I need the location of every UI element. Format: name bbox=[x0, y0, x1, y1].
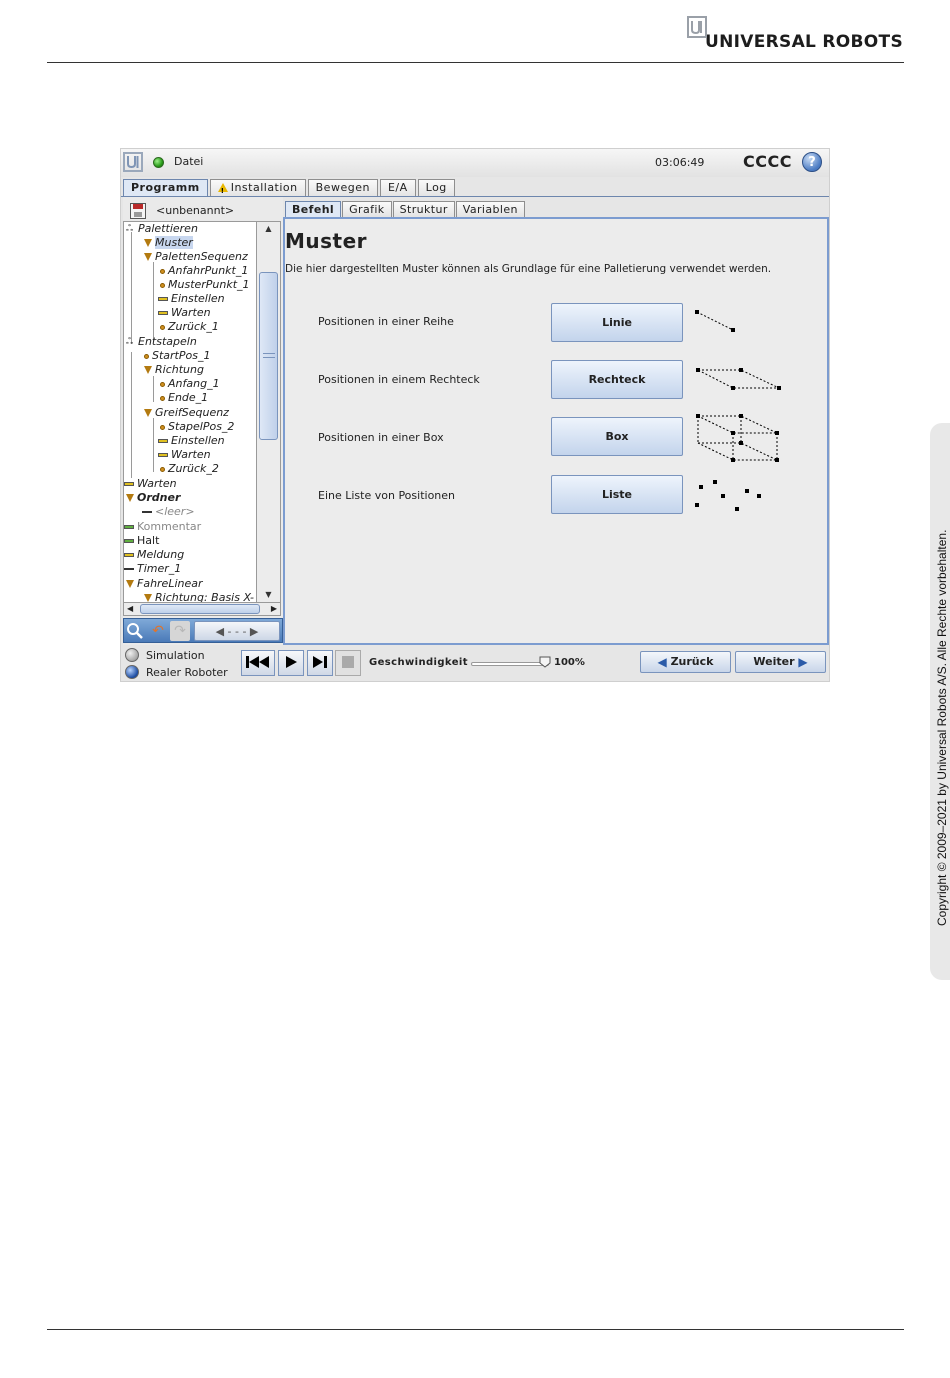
status-ok-icon bbox=[153, 157, 164, 168]
tab-befehl[interactable]: Befehl bbox=[285, 201, 341, 217]
wait-icon bbox=[158, 311, 168, 315]
bottom-bar bbox=[121, 647, 830, 682]
play-button[interactable] bbox=[278, 650, 304, 676]
speed-label: Geschwindigkeit bbox=[369, 657, 468, 668]
folder-triangle-icon bbox=[144, 594, 152, 602]
ur-logo-icon bbox=[123, 152, 143, 172]
robot-name: CCCC bbox=[743, 152, 792, 171]
folder-triangle-icon bbox=[144, 239, 152, 247]
undo-icon[interactable]: ↶ bbox=[152, 623, 164, 639]
stop-button[interactable] bbox=[335, 650, 361, 676]
step-button[interactable] bbox=[307, 650, 333, 676]
tree-toolbar bbox=[123, 618, 283, 643]
wait-icon bbox=[124, 482, 134, 486]
speed-value: 100% bbox=[554, 657, 585, 668]
folder-triangle-icon bbox=[144, 253, 152, 261]
simulation-option[interactable] bbox=[125, 648, 205, 662]
row-label-reihe: Positionen in einer Reihe bbox=[318, 315, 454, 328]
ur-logo-icon bbox=[687, 16, 707, 38]
tab-installation-label: Installation bbox=[230, 181, 298, 194]
polyscope-window bbox=[120, 148, 830, 682]
tree-node-kommentar[interactable]: Kommentar bbox=[124, 520, 201, 534]
scroll-down-icon[interactable]: ▼ bbox=[265, 590, 272, 599]
scroll-right-icon[interactable]: ▶ bbox=[270, 604, 277, 613]
folder-triangle-icon bbox=[144, 409, 152, 417]
page-title: Muster bbox=[285, 229, 368, 253]
scroll-up-icon[interactable]: ▲ bbox=[265, 224, 272, 233]
back-button[interactable] bbox=[640, 651, 731, 673]
empty-icon bbox=[142, 511, 152, 513]
tree-node-einstellen[interactable]: Einstellen bbox=[158, 292, 225, 306]
comment-icon bbox=[124, 525, 134, 529]
wait-icon bbox=[158, 453, 168, 457]
tree-node-richtung[interactable]: Richtung bbox=[144, 363, 204, 377]
footer-rule bbox=[47, 1329, 904, 1330]
tree-node-muster[interactable]: Muster bbox=[144, 236, 193, 250]
speed-slider[interactable] bbox=[471, 662, 549, 666]
page-description: Die hier dargestellten Muster können als Grundlage für eine Palletierung verwendet werden. bbox=[285, 263, 772, 275]
back-label: Zurück bbox=[670, 655, 714, 668]
box-button[interactable]: Box bbox=[551, 417, 683, 456]
tree-node-warten[interactable]: Warten bbox=[158, 306, 211, 320]
popup-icon bbox=[124, 553, 134, 557]
help-icon[interactable]: ? bbox=[802, 152, 822, 172]
tree-node-einstellen-2[interactable]: Einstellen bbox=[158, 434, 225, 448]
tree-node-warten-2[interactable]: Warten bbox=[158, 448, 211, 462]
pallet-icon: ஃ bbox=[126, 223, 134, 234]
tree-vertical-scrollbar[interactable] bbox=[257, 221, 281, 603]
tree-node-musterpunkt[interactable]: MusterPunkt_1 bbox=[160, 278, 250, 292]
tree-node-richtung-basis[interactable]: Richtung: Basis X- bbox=[144, 591, 254, 603]
waypoint-icon bbox=[160, 283, 165, 288]
linie-button[interactable]: Linie bbox=[551, 303, 683, 342]
tree-node-leer[interactable]: <leer> bbox=[142, 505, 195, 519]
tree-node-timer[interactable]: Timer_1 bbox=[124, 562, 181, 576]
tree-horizontal-scrollbar[interactable] bbox=[123, 603, 281, 616]
waypoint-icon bbox=[144, 354, 149, 359]
program-panel bbox=[123, 197, 283, 645]
row-label-liste: Eine Liste von Positionen bbox=[318, 489, 456, 502]
header-rule bbox=[47, 62, 904, 63]
main-tabs bbox=[123, 179, 455, 197]
tree-node-fahrelinear[interactable]: FahreLinear bbox=[126, 577, 203, 591]
scroll-left-icon[interactable]: ◀ bbox=[127, 604, 134, 613]
tree-node-palettensequenz[interactable]: PalettenSequenz bbox=[144, 250, 248, 264]
tree-node-halt[interactable]: Halt bbox=[124, 534, 159, 548]
arrow-right-icon: ▶ bbox=[798, 655, 808, 669]
tab-grafik[interactable]: Grafik bbox=[342, 201, 392, 217]
next-label: Weiter bbox=[753, 655, 795, 668]
arrow-left-icon: ◀ bbox=[657, 655, 667, 669]
tree-line bbox=[131, 352, 132, 478]
scroll-thumb[interactable] bbox=[259, 272, 278, 440]
tree-node-zurueck-1[interactable]: Zurück_1 bbox=[160, 320, 219, 334]
rectangle-pattern-icon bbox=[695, 365, 795, 395]
waypoint-icon bbox=[160, 325, 165, 330]
list-pattern-icon bbox=[695, 477, 775, 517]
copyright-notice: Copyright © 2009–2021 by Universal Robots A/S. Alle Rechte vorbehalten. bbox=[935, 529, 949, 926]
tab-struktur[interactable]: Struktur bbox=[393, 201, 455, 217]
tree-node-entstapeln[interactable]: ஃ Entstapeln bbox=[126, 335, 197, 348]
tree-node-meldung[interactable]: Meldung bbox=[124, 548, 184, 562]
program-name: <unbenannt> bbox=[156, 204, 235, 217]
tree-node-stapelpos[interactable]: StapelPos_2 bbox=[160, 420, 234, 434]
next-button[interactable] bbox=[735, 651, 826, 673]
tree-node-zurueck-2[interactable]: Zurück_2 bbox=[160, 462, 219, 476]
tree-node-greifsequenz[interactable]: GreifSequenz bbox=[144, 406, 229, 420]
line-pattern-icon bbox=[695, 307, 785, 337]
tree-line bbox=[131, 232, 132, 344]
waypoint-icon bbox=[160, 269, 165, 274]
speed-slider-thumb[interactable] bbox=[539, 656, 551, 668]
top-bar bbox=[121, 149, 830, 177]
set-icon bbox=[158, 439, 168, 443]
liste-button[interactable]: Liste bbox=[551, 475, 683, 514]
simulation-label: Simulation bbox=[146, 648, 205, 662]
real-robot-option[interactable] bbox=[125, 665, 228, 679]
set-icon bbox=[158, 297, 168, 301]
tree-node-palettieren[interactable]: ஃ Palettieren bbox=[126, 222, 198, 235]
file-menu[interactable]: Datei bbox=[174, 155, 204, 168]
brand-name: UNIVERSAL ROBOTS bbox=[705, 32, 903, 52]
tree-node-anfang[interactable]: Anfang_1 bbox=[160, 377, 220, 391]
tab-installation[interactable] bbox=[210, 179, 306, 196]
timer-icon bbox=[124, 568, 134, 570]
tree-node-warten-3[interactable]: Warten bbox=[124, 477, 177, 491]
waypoint-icon bbox=[160, 467, 165, 472]
tree-node-startpos[interactable]: StartPos_1 bbox=[144, 349, 210, 363]
tab-programm[interactable]: Programm bbox=[123, 179, 208, 196]
tree-line bbox=[153, 418, 154, 472]
pallet-icon: ஃ bbox=[126, 336, 134, 347]
tree-node-ordner[interactable]: Ordner bbox=[126, 491, 180, 505]
tree-node-ende[interactable]: Ende_1 bbox=[160, 391, 208, 405]
folder-triangle-icon bbox=[126, 580, 134, 588]
tree-line bbox=[153, 376, 154, 402]
tab-ea[interactable]: E/A bbox=[380, 179, 416, 196]
rewind-button[interactable] bbox=[241, 650, 275, 676]
grip-icon bbox=[263, 353, 275, 358]
warning-icon bbox=[218, 183, 228, 192]
folder-triangle-icon bbox=[126, 494, 134, 502]
waypoint-icon bbox=[160, 382, 165, 387]
command-panel bbox=[283, 217, 829, 645]
program-tree[interactable] bbox=[123, 221, 257, 603]
real-robot-label: Realer Roboter bbox=[146, 665, 228, 679]
waypoint-icon bbox=[160, 396, 165, 401]
sub-tabs bbox=[285, 201, 525, 218]
row-label-rechteck: Positionen in einem Rechteck bbox=[318, 373, 480, 386]
brand-logo bbox=[687, 16, 903, 52]
tab-bewegen[interactable]: Bewegen bbox=[308, 179, 378, 196]
tab-variablen[interactable]: Variablen bbox=[456, 201, 525, 217]
tree-line bbox=[153, 262, 154, 342]
redo-icon[interactable]: ↷ bbox=[170, 621, 190, 641]
save-icon[interactable] bbox=[130, 203, 146, 219]
scroll-thumb[interactable] bbox=[140, 604, 260, 614]
row-label-box: Positionen in einer Box bbox=[318, 431, 444, 444]
tree-node-anfahrpunkt[interactable]: AnfahrPunkt_1 bbox=[160, 264, 248, 278]
clock: 03:06:49 bbox=[655, 156, 705, 169]
rechteck-button[interactable]: Rechteck bbox=[551, 360, 683, 399]
move-node-button[interactable]: ◀ - - - ▶ bbox=[194, 621, 280, 641]
box-pattern-icon bbox=[695, 413, 795, 469]
tab-log[interactable]: Log bbox=[418, 179, 455, 196]
radio-icon bbox=[125, 665, 139, 679]
folder-triangle-icon bbox=[144, 366, 152, 374]
halt-icon bbox=[124, 539, 134, 543]
waypoint-icon bbox=[160, 425, 165, 430]
search-icon[interactable] bbox=[125, 621, 145, 641]
radio-icon bbox=[125, 648, 139, 662]
program-title-bar bbox=[123, 199, 283, 219]
